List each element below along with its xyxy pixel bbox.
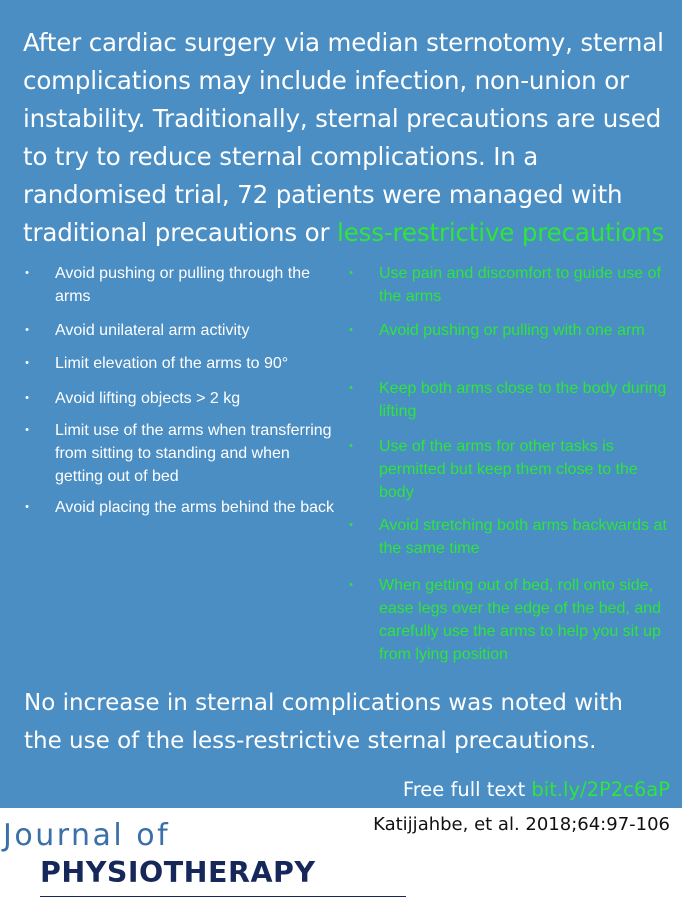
bullet-icon: •: [25, 424, 29, 436]
conclusion-text: [24, 684, 674, 760]
bullet-icon: •: [349, 324, 353, 336]
list-item-text: Use pain and discomfort to guide use of the arms: [379, 265, 661, 305]
list-item: [20, 352, 335, 375]
list-item-text: Use of the arms for other tasks is permitted but keep them close to the body: [379, 438, 638, 501]
intro-line: instability. Traditionally, sternal precautions are used: [23, 104, 662, 133]
list-item-text: Avoid pushing or pulling through the arms: [55, 265, 310, 305]
list-item: [344, 435, 669, 504]
citation: Katijjahbe, et al. 2018;64:97-106: [373, 814, 670, 835]
list-item-text: Avoid stretching both arms backwards at the same time: [379, 517, 667, 557]
intro-line: complications may include infection, non-union or: [23, 66, 629, 95]
bullet-icon: •: [349, 267, 353, 279]
list-item: [20, 387, 335, 410]
list-item: [20, 319, 335, 342]
conclusion-line: No increase in sternal complications was noted with: [24, 690, 624, 716]
list-item: [344, 319, 669, 342]
bullet-icon: •: [25, 324, 29, 336]
less-restrictive-highlight: less-restrictive precautions: [337, 218, 665, 247]
list-item-text: When getting out of bed, roll onto side, ease legs over the edge of the bed, and carefully use the arms to help you sit up from lying position: [379, 577, 661, 663]
list-item: [20, 262, 335, 308]
bullet-icon: •: [25, 501, 29, 513]
conclusion-line: the use of the less-restrictive sternal precautions.: [24, 728, 597, 754]
bullet-icon: •: [25, 392, 29, 404]
free-full-text-label: Free full text: [402, 778, 532, 801]
list-item: [344, 574, 669, 666]
list-item-text: Avoid lifting objects > 2 kg: [55, 390, 241, 407]
bullet-icon: •: [349, 440, 353, 452]
intro-line-last: [23, 214, 678, 252]
list-item-text: Limit elevation of the arms to 90°: [55, 355, 289, 372]
intro-last-prefix: traditional precautions or: [23, 218, 338, 247]
intro-line: to try to reduce sternal complications. In a: [23, 142, 539, 171]
list-item-text: Avoid placing the arms behind the back: [55, 499, 334, 516]
list-item: [20, 496, 335, 519]
list-item-text: Avoid unilateral arm activity: [55, 322, 250, 339]
list-item-text: Keep both arms close to the body during lifting: [379, 380, 667, 420]
list-item: [20, 419, 335, 488]
list-item: [344, 262, 669, 308]
bullet-icon: •: [25, 357, 29, 369]
article-link[interactable]: bit.ly/2P2c6aP: [531, 778, 670, 801]
journal-logo-line1: Journal of: [3, 818, 171, 853]
journal-logo-rule: [40, 896, 406, 897]
intro-text: [23, 24, 678, 252]
bullet-icon: •: [349, 382, 353, 394]
bullet-icon: •: [349, 579, 353, 591]
intro-line: After cardiac surgery via median sternotomy, sternal: [23, 28, 664, 57]
list-item-text: Limit use of the arms when transferring from sitting to standing and when getting out of bed: [55, 422, 332, 485]
intro-line: randomised trial, 72 patients were managed with: [23, 180, 623, 209]
list-item: [344, 377, 669, 423]
bullet-icon: •: [349, 519, 353, 531]
list-item: [344, 514, 669, 560]
list-item-text: Avoid pushing or pulling with one arm: [379, 322, 645, 339]
journal-logo-line2: PHYSIOTHERAPY: [40, 856, 316, 889]
bullet-icon: •: [25, 267, 29, 279]
free-full-text: [403, 778, 670, 801]
